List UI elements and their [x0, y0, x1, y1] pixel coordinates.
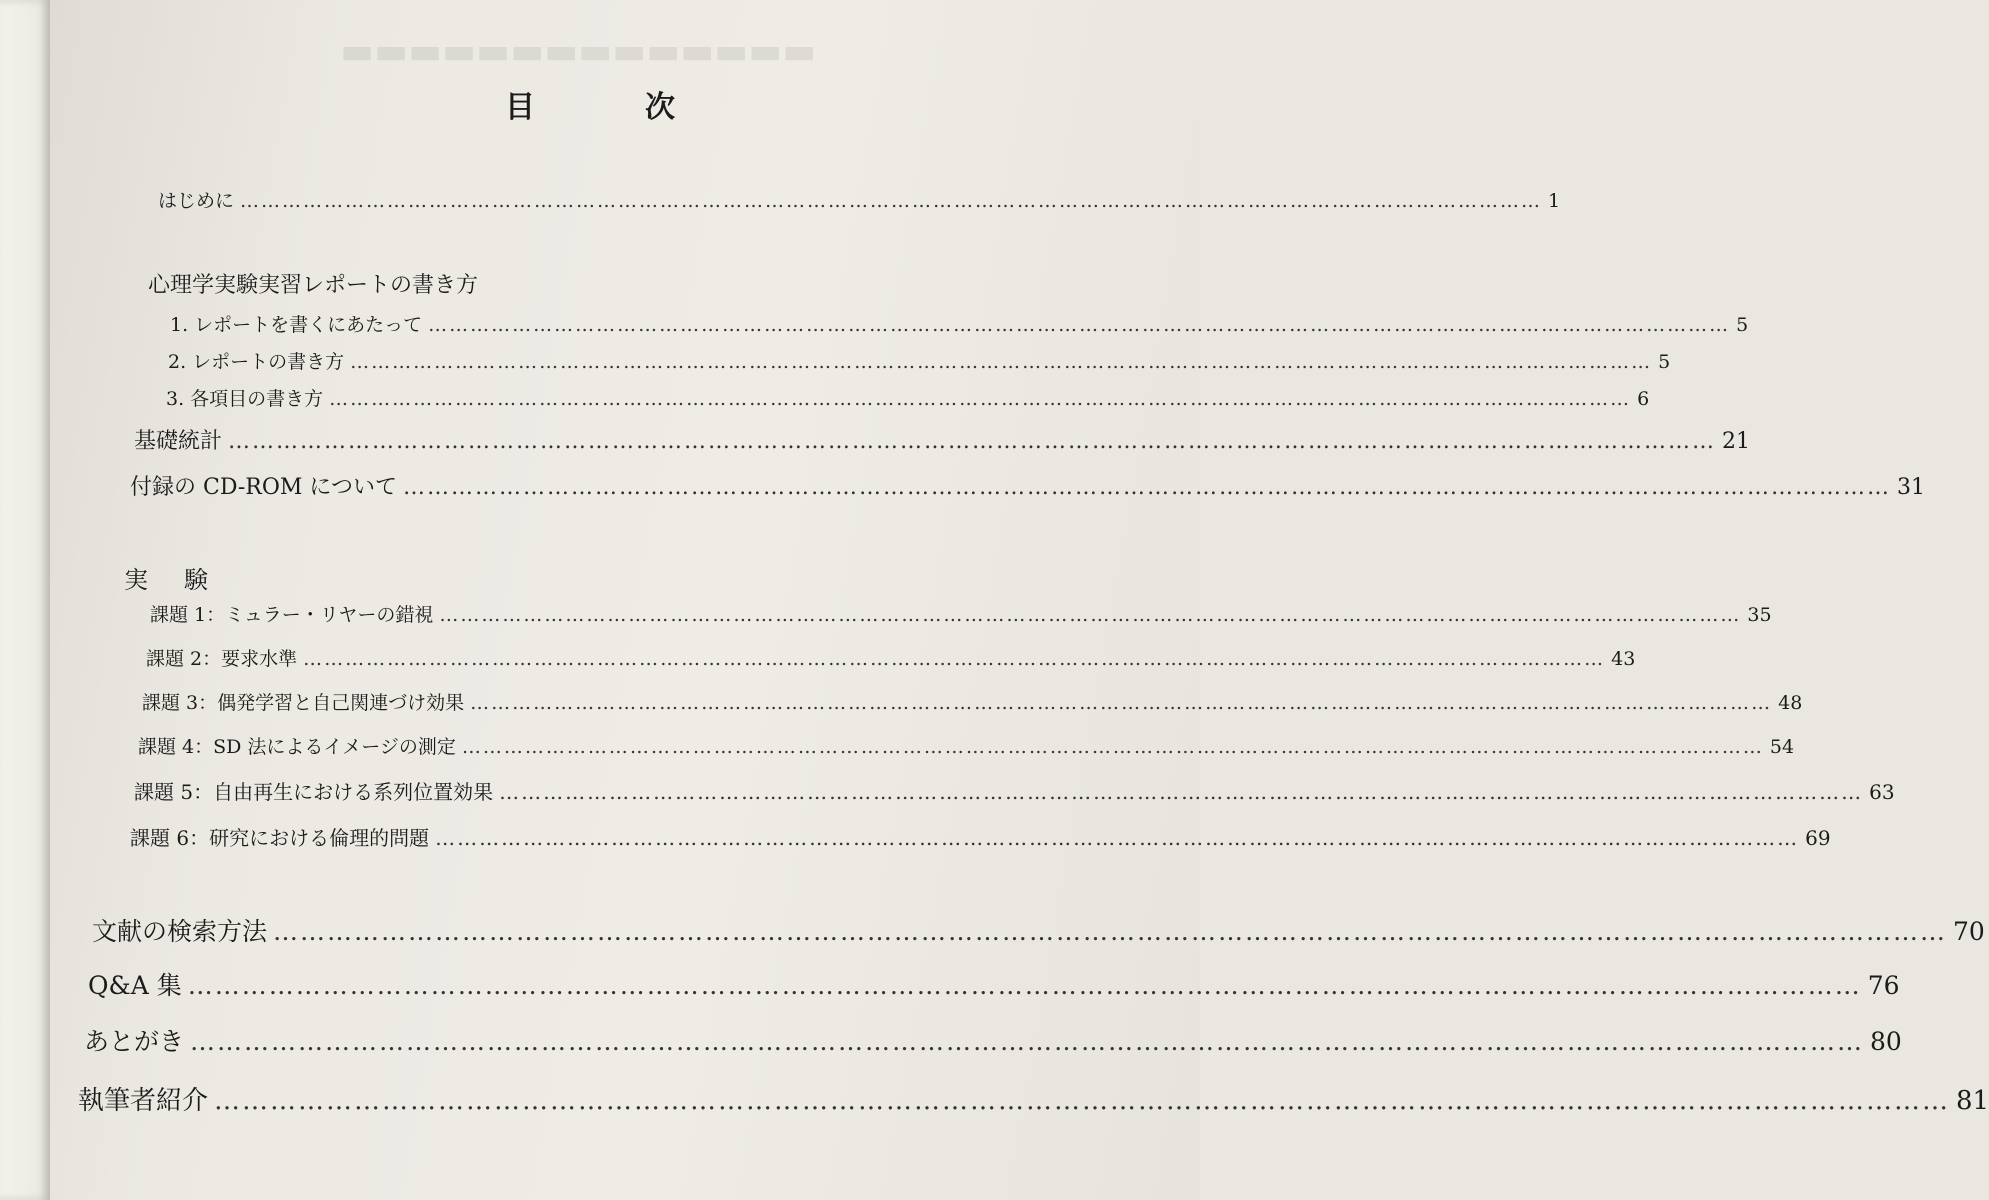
toc-entry-label: 課題 1：ミュラー・リヤーの錯視: [150, 604, 434, 626]
toc-leader: ……………………………………………………………………………………………………………………………………………………………………: [273, 917, 1948, 946]
toc-entry-page: 63: [1869, 780, 1895, 804]
toc-entry: [78, 1080, 1989, 1117]
toc-entry-page: 76: [1867, 971, 1900, 1000]
toc-leader: ……………………………………………………………………………………………………………………………………………………………………: [228, 429, 1717, 454]
toc-entry: [146, 644, 1636, 671]
toc-entry-page: 69: [1805, 826, 1831, 850]
toc-entry-page: 43: [1611, 648, 1636, 670]
toc-entry-page: 21: [1722, 429, 1751, 454]
toc-entry-label: はじめに: [158, 190, 235, 212]
toc-entry-label: 基礎統計: [134, 429, 223, 454]
toc-leader: ……………………………………………………………………………………………………………………………………………………………………: [350, 351, 1653, 373]
toc-entry: [134, 776, 1895, 805]
toc-leader: ……………………………………………………………………………………………………………………………………………………………………: [428, 314, 1731, 336]
toc-entry-page: 48: [1778, 692, 1803, 714]
toc-entry-page: 54: [1769, 736, 1795, 758]
toc-title: 目 次: [505, 90, 715, 125]
show-through-decoration: ▬▬▬▬▬▬▬▬▬▬▬▬▬▬: [340, 30, 817, 72]
toc-entry: [130, 822, 1831, 851]
toc-entry: [166, 384, 1650, 411]
toc-entry: [150, 600, 1772, 627]
toc-entry: [142, 688, 1803, 715]
toc-entry-label: 執筆者紹介: [78, 1086, 209, 1116]
toc-entry: [88, 966, 1900, 1002]
toc-entry-page: 31: [1897, 475, 1925, 500]
toc-entry-page: 5: [1736, 314, 1749, 336]
toc-entry-page: 1: [1548, 190, 1561, 212]
toc-entry: [92, 912, 1985, 948]
toc-leader: ……………………………………………………………………………………………………………………………………………………………………: [329, 388, 1632, 410]
toc-leader: ……………………………………………………………………………………………………………………………………………………………………: [303, 648, 1606, 670]
toc-leader: ……………………………………………………………………………………………………………………………………………………………………: [187, 971, 1862, 1000]
toc-entry: [134, 424, 1751, 455]
toc-entry-page: 6: [1637, 388, 1650, 410]
toc-entry-label: 2. レポートの書き方: [168, 351, 345, 373]
toc-entry: [84, 1022, 1902, 1058]
toc-leader: ……………………………………………………………………………………………………………………………………………………………………: [214, 1086, 1951, 1116]
toc-entry: [170, 310, 1749, 337]
adjacent-page-edge: [0, 0, 50, 1200]
toc-entry: [138, 732, 1795, 759]
toc-entry-label: Q&A 集: [88, 971, 182, 1000]
toc-entry-label: 課題 5：自由再生における系列位置効果: [134, 780, 494, 804]
section-heading-experiments: 実 験: [124, 566, 214, 594]
toc-leader: ……………………………………………………………………………………………………………………………………………………………………: [499, 780, 1864, 804]
toc-entry: [158, 186, 1561, 213]
toc-leader: ……………………………………………………………………………………………………………………………………………………………………: [439, 604, 1742, 626]
toc-entry-label: 3. 各項目の書き方: [166, 388, 324, 410]
toc-entry: [130, 470, 1925, 501]
toc-entry-page: 35: [1747, 604, 1772, 626]
toc-entry-page: 81: [1956, 1086, 1989, 1116]
toc-leader: ……………………………………………………………………………………………………………………………………………………………………: [240, 190, 1543, 212]
toc-leader: ……………………………………………………………………………………………………………………………………………………………………: [461, 736, 1764, 758]
toc-entry-page: 70: [1953, 917, 1985, 946]
toc-entry-label: 課題 6：研究における倫理的問題: [130, 826, 430, 850]
toc-entry-label: あとがき: [84, 1027, 185, 1056]
toc-entry-label: 1. レポートを書くにあたって: [170, 314, 423, 336]
toc-entry: [168, 347, 1671, 374]
toc-entry-label: 課題 4：SD 法によるイメージの測定: [138, 736, 456, 758]
toc-leader: ……………………………………………………………………………………………………………………………………………………………………: [470, 692, 1773, 714]
toc-leader: ……………………………………………………………………………………………………………………………………………………………………: [403, 475, 1891, 500]
toc-leader: ……………………………………………………………………………………………………………………………………………………………………: [435, 826, 1800, 850]
toc-entry-label: 課題 2：要求水準: [146, 648, 298, 670]
toc-entry-page: 80: [1870, 1027, 1902, 1056]
toc-entry-label: 付録の CD-ROM について: [130, 475, 397, 500]
toc-entry-page: 5: [1658, 351, 1671, 373]
section-heading-report: 心理学実験実習レポートの書き方: [148, 273, 479, 298]
toc-entry-label: 課題 3：偶発学習と自己関連づけ効果: [142, 692, 465, 714]
toc-leader: ……………………………………………………………………………………………………………………………………………………………………: [190, 1027, 1865, 1056]
toc-entry-label: 文献の検索方法: [92, 917, 268, 946]
